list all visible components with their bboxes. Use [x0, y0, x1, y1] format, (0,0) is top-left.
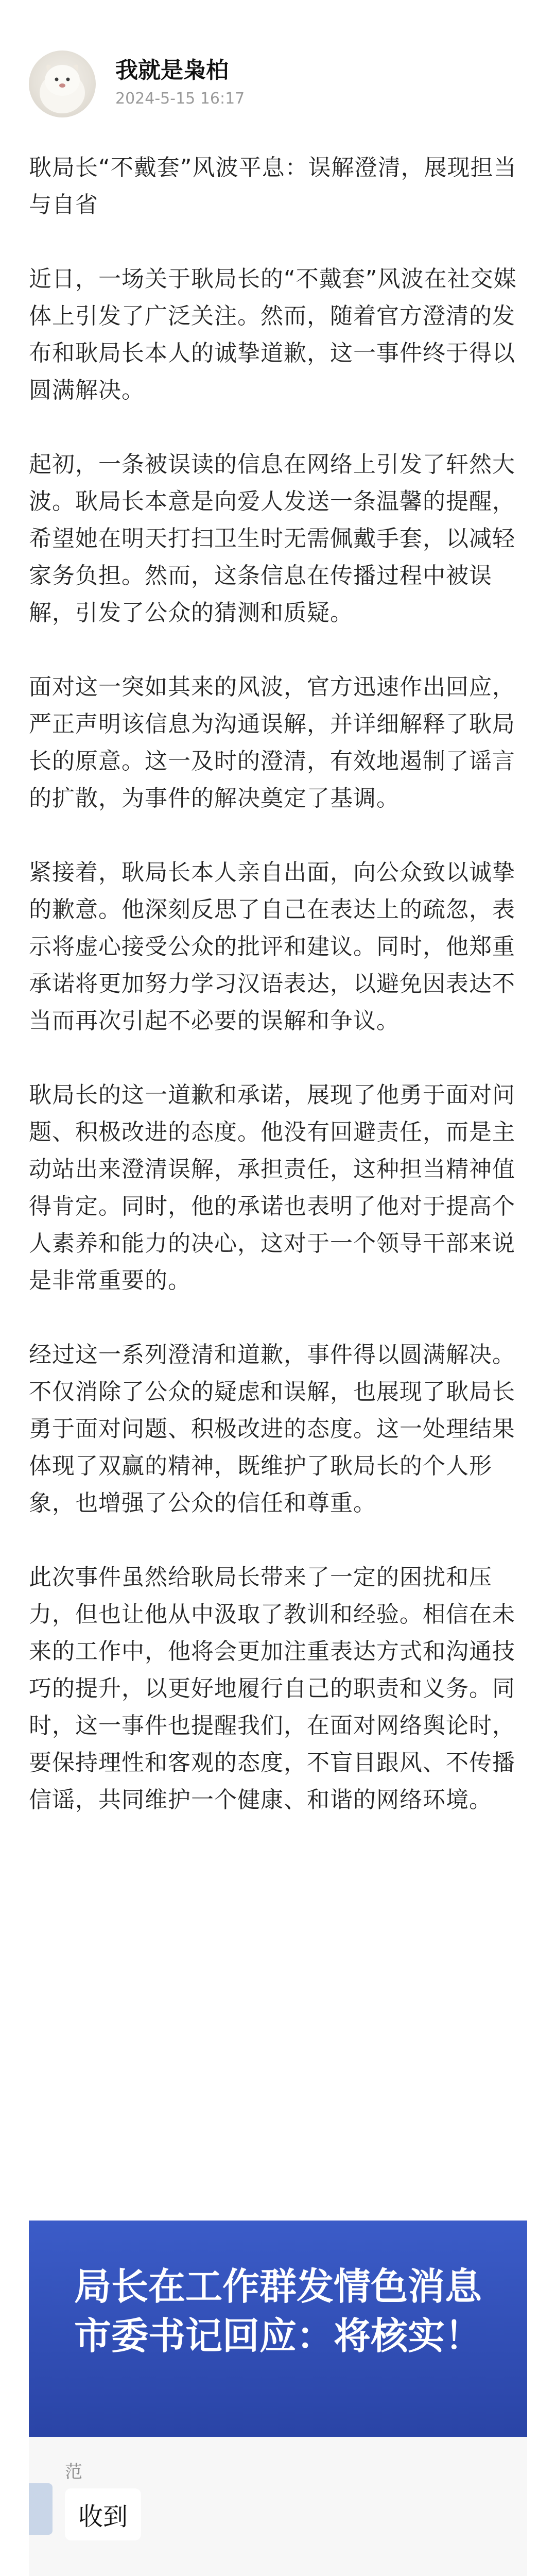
article-paragraph: 起初，一条被误读的信息在网络上引发了轩然大波。耿局长本意是向爱人发送一条温馨的提醒，希望她在明天打扫卫生时无需佩戴手套，以减轻家务负担。然而，这条信息在传播过程中被误解，引发了公众的猜测和质疑。 — [29, 451, 515, 626]
chat-message: 收到 — [65, 2488, 141, 2540]
article-paragraph: 近日，一场关于耿局长的“不戴套”风波在社交媒体上引发了广泛关注。然而，随着官方澄清的发布和耿局长本人的诚挚道歉，这一事件终于得以圆满解决。 — [29, 266, 517, 403]
avatar-image — [29, 50, 96, 117]
article-title-paragraph: 耿局长“不戴套”风波平息：误解澄清，展现担当与自省 — [29, 155, 517, 218]
headline-line-2: 市委书记回应：将核实！ — [74, 2314, 482, 2358]
author-avatar[interactable] — [29, 50, 96, 117]
author-name[interactable]: 我就是枭柏 — [115, 57, 229, 83]
article-paragraph: 经过这一系列澄清和道歉，事件得以圆满解决。不仅消除了公众的疑虑和误解，也展现了耿局长勇于面对问题、积极改进的态度。这一处理结果体现了双赢的精神，既维护了耿局长的个人形象，也增强了公众的信任和尊重。 — [29, 1342, 515, 1516]
article-paragraph: 紧接着，耿局长本人亲自出面，向公众致以诚挚的歉意。他深刻反思了自己在表达上的疏忽，表示将虚心接受公众的批评和建议。同时，他郑重承诺将更加努力学习汉语表达，以避免因表达不当而再次引起不必要的误解和争议。 — [29, 859, 515, 1034]
article-body — [29, 149, 527, 1856]
chat-sender-name: 范 — [65, 2462, 82, 2482]
article-paragraph: 此次事件虽然给耿局长带来了一定的困扰和压力，但也让他从中汲取了教训和经验。相信在未来的工作中，他将会更加注重表达方式和沟通技巧的提升，以更好地履行自己的职责和义务。同时，这一事件也提醒我们，在面对网络舆论时，要保持理性和客观的态度，不盲目跟风、不传播信谣，共同维护一个健康、和谐的网络环境。 — [29, 1564, 515, 1813]
post-header — [29, 45, 527, 123]
chat-avatar — [29, 2483, 53, 2535]
article-paragraph: 耿局长的这一道歉和承诺，展现了他勇于面对问题、积极改进的态度。他没有回避责任，而是主动站出来澄清误解，承担责任，这种担当精神值得肯定。同时，他的承诺也表明了他对于提高个人素养和能力的决心，这对于一个领导干部来说是非常重要的。 — [29, 1082, 515, 1294]
article-paragraph: 面对这一突如其来的风波，官方迅速作出回应，严正声明该信息为沟通误解，并详细解释了耿局长的原意。这一及时的澄清，有效地遏制了谣言的扩散，为事件的解决奠定了基调。 — [29, 674, 515, 811]
post-date: 2024-5-15 16:17 — [115, 90, 245, 108]
embedded-news-image[interactable] — [29, 2221, 527, 2576]
image-headline — [29, 2262, 527, 2361]
headline-line-1: 局长在工作群发情色消息 — [74, 2265, 482, 2308]
